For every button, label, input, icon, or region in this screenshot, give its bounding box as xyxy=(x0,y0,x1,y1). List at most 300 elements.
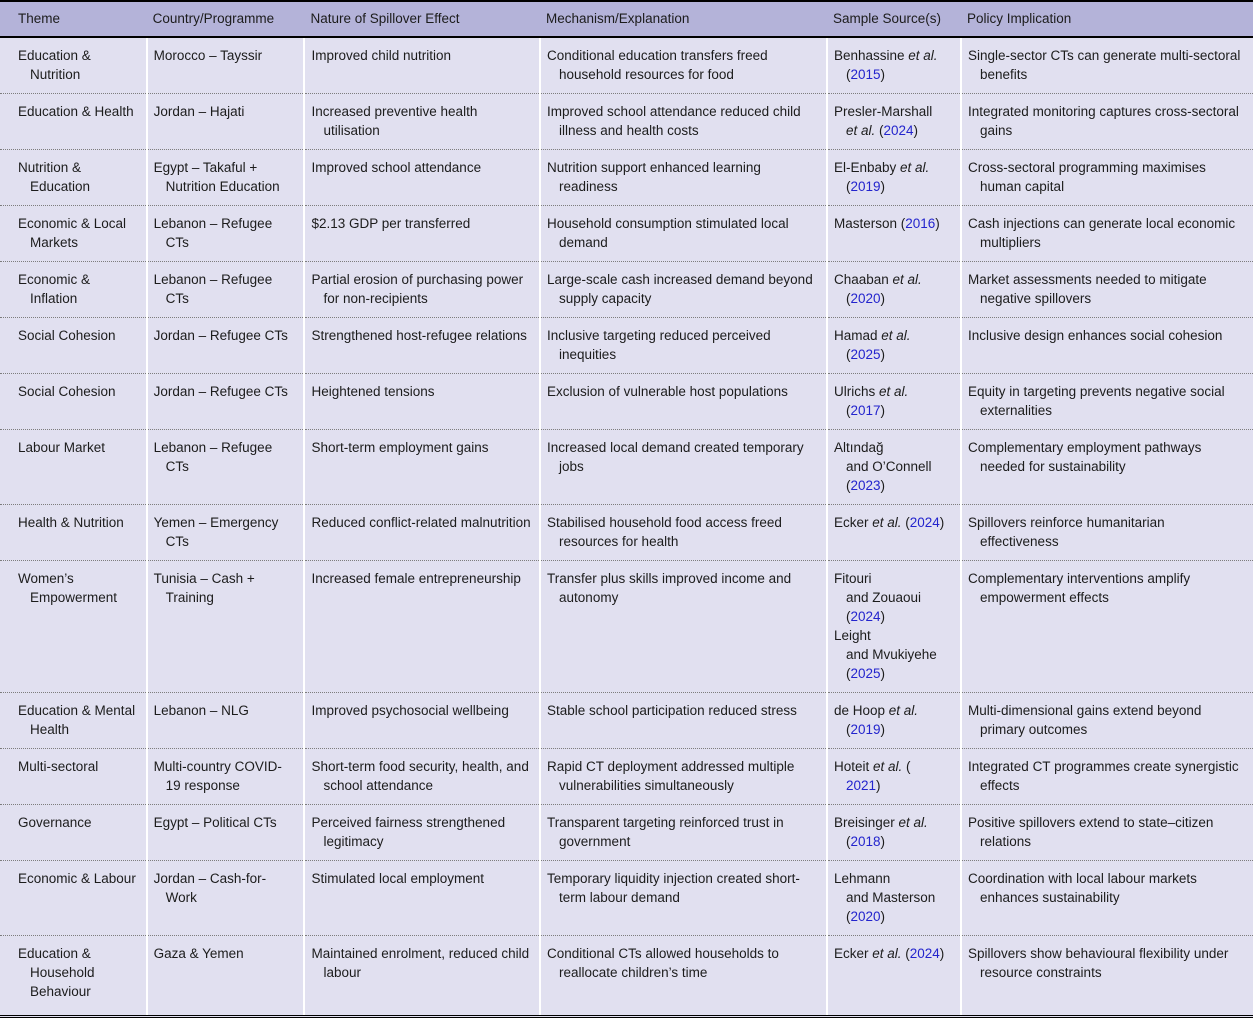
citation-text: Masterson ( xyxy=(833,216,906,231)
country-text: Jordan – Cash-for-Work xyxy=(153,871,267,905)
theme-text: Economic & Local Markets xyxy=(18,216,127,250)
citation-text: and Mvukiyehe xyxy=(845,647,937,662)
citation-text: ( xyxy=(845,609,851,624)
citation-line xyxy=(846,345,952,364)
citation-line xyxy=(846,664,952,683)
mechanism-text: Temporary liquidity injection created short-term labour demand xyxy=(547,871,800,905)
table-row xyxy=(0,318,1253,374)
cell-policy xyxy=(961,936,1253,1017)
theme-text: Nutrition & Education xyxy=(18,160,91,194)
et-al-italic: et al. xyxy=(872,946,902,961)
cell-sources xyxy=(827,206,961,262)
citation-text: ( xyxy=(845,909,851,924)
citation-text: Breisinger xyxy=(833,815,899,830)
citation-line xyxy=(834,438,952,457)
theme-text: Economic & Inflation xyxy=(18,272,91,306)
et-al-italic: et al. xyxy=(908,48,938,63)
citation-line xyxy=(834,569,952,588)
cell-country xyxy=(147,430,305,505)
citation-line xyxy=(846,607,952,626)
citation-line xyxy=(834,214,952,233)
citation-text: ) xyxy=(935,216,940,231)
citation xyxy=(834,813,952,851)
cell-nature xyxy=(304,150,540,206)
cell-mechanism xyxy=(540,374,827,430)
cell-nature xyxy=(304,318,540,374)
citation-line xyxy=(834,757,952,776)
citation-line xyxy=(846,888,952,907)
citation-line xyxy=(834,944,952,963)
citation-text: ) xyxy=(876,778,881,793)
citation-text: El-Enbaby xyxy=(833,160,900,175)
nature-text: Strengthened host-refugee relations xyxy=(311,328,527,343)
citation-text: ) xyxy=(880,609,885,624)
citation-text: and Zouaoui xyxy=(845,590,922,605)
country-text: Lebanon – Refugee CTs xyxy=(153,440,273,474)
nature-text: Partial erosion of purchasing power for non-recipients xyxy=(311,272,524,306)
cell-mechanism xyxy=(540,150,827,206)
cell-policy xyxy=(961,94,1253,150)
cell-policy xyxy=(961,262,1253,318)
et-al-italic: et al. xyxy=(872,515,902,530)
column-header-sources: Sample Source(s) xyxy=(827,1,961,37)
mechanism-text: Stabilised household food access freed resources for health xyxy=(547,515,782,549)
citation-year-link[interactable]: 2025 xyxy=(850,347,881,362)
mechanism-text: Nutrition support enhanced learning readiness xyxy=(547,160,761,194)
et-al-italic: et al. xyxy=(872,759,903,774)
nature-text: Improved psychosocial wellbeing xyxy=(311,703,509,718)
citation-line xyxy=(846,907,952,926)
cell-nature xyxy=(304,561,540,693)
nature-text: Increased preventive health utilisation xyxy=(311,104,478,138)
cell-nature xyxy=(304,936,540,1017)
theme-text: Economic & Labour xyxy=(18,871,136,886)
citation-text: ( xyxy=(845,666,851,681)
citation-text: ( xyxy=(875,123,884,138)
cell-nature xyxy=(304,37,540,94)
citation xyxy=(834,944,952,963)
mechanism-text: Conditional education transfers freed household resources for food xyxy=(547,48,768,82)
country-text: Morocco – Tayssir xyxy=(153,48,263,63)
cell-sources xyxy=(827,94,961,150)
citation-year-link[interactable]: 2018 xyxy=(850,834,881,849)
citation-year-link[interactable]: 2017 xyxy=(850,403,881,418)
policy-text: Spillovers reinforce humanitarian effectiveness xyxy=(968,515,1165,549)
cell-country xyxy=(147,374,305,430)
citation-text: de Hoop xyxy=(833,703,889,718)
mechanism-text: Household consumption stimulated local demand xyxy=(547,216,789,250)
cell-sources xyxy=(827,749,961,805)
cell-policy xyxy=(961,206,1253,262)
citation-text: Fitouri xyxy=(833,571,872,586)
cell-nature xyxy=(304,749,540,805)
cell-theme xyxy=(0,861,147,936)
mechanism-text: Improved school attendance reduced child illness and health costs xyxy=(547,104,801,138)
citation-text: Leight xyxy=(833,628,871,643)
table-row xyxy=(0,94,1253,150)
citation-text: ) xyxy=(880,403,885,418)
table-row xyxy=(0,861,1253,936)
cell-policy xyxy=(961,150,1253,206)
citation-line xyxy=(846,645,952,664)
nature-text: Short-term food security, health, and school attendance xyxy=(311,759,529,793)
citation-text: ) xyxy=(880,67,885,82)
nature-text: Perceived fairness strengthened legitimacy xyxy=(311,815,506,849)
cell-sources xyxy=(827,318,961,374)
citation-line xyxy=(834,326,952,345)
table-row xyxy=(0,936,1253,1017)
citation-line xyxy=(846,177,952,196)
theme-text: Social Cohesion xyxy=(18,384,116,399)
nature-text: Improved child nutrition xyxy=(311,48,452,63)
citation-text: ( xyxy=(901,946,910,961)
table-row xyxy=(0,749,1253,805)
country-text: Jordan – Refugee CTs xyxy=(153,384,288,399)
citation-text: Lehmann xyxy=(833,871,891,886)
cell-sources xyxy=(827,805,961,861)
table-row xyxy=(0,206,1253,262)
cell-nature xyxy=(304,805,540,861)
citation-text: ( xyxy=(845,67,851,82)
theme-text: Education & Mental Health xyxy=(18,703,136,737)
table-row xyxy=(0,505,1253,561)
cell-policy xyxy=(961,505,1253,561)
mechanism-text: Transfer plus skills improved income and autonomy xyxy=(547,571,792,605)
citation-text: ) xyxy=(880,722,885,737)
cell-sources xyxy=(827,561,961,693)
cell-mechanism xyxy=(540,693,827,749)
citation-line xyxy=(834,869,952,888)
mechanism-text: Transparent targeting reinforced trust in government xyxy=(547,815,784,849)
cell-nature xyxy=(304,262,540,318)
policy-text: Cross-sectoral programming maximises human capital xyxy=(968,160,1206,194)
citation-text: Ecker xyxy=(833,515,873,530)
citation-text: ( xyxy=(845,403,851,418)
cell-mechanism xyxy=(540,561,827,693)
policy-text: Coordination with local labour markets enhances sustainability xyxy=(968,871,1197,905)
cell-sources xyxy=(827,37,961,94)
citation-line xyxy=(846,401,952,420)
cell-theme xyxy=(0,749,147,805)
cell-theme xyxy=(0,150,147,206)
cell-policy xyxy=(961,374,1253,430)
cell-sources xyxy=(827,262,961,318)
nature-text: Increased female entrepreneurship xyxy=(311,571,521,586)
citation-line xyxy=(846,832,952,851)
theme-text: Women’s Empowerment xyxy=(18,571,118,605)
citation-text: ( xyxy=(845,291,851,306)
citation xyxy=(834,46,952,84)
cell-mechanism xyxy=(540,37,827,94)
mechanism-text: Rapid CT deployment addressed multiple vulnerabilities simultaneously xyxy=(547,759,795,793)
cell-country xyxy=(147,749,305,805)
cell-country xyxy=(147,861,305,936)
nature-text: $2.13 GDP per transferred xyxy=(311,216,471,231)
citation-line xyxy=(834,701,952,720)
theme-text: Education & Household Behaviour xyxy=(18,946,95,999)
citation-text: Ulrichs xyxy=(833,384,879,399)
et-al-italic: et al. xyxy=(845,123,876,138)
cell-sources xyxy=(827,374,961,430)
column-header-mechanism: Mechanism/Explanation xyxy=(540,1,827,37)
citation-year-link[interactable]: 2025 xyxy=(850,666,881,681)
citation-text: ) xyxy=(880,834,885,849)
cell-sources xyxy=(827,505,961,561)
cell-sources xyxy=(827,861,961,936)
citation xyxy=(834,382,952,420)
citation xyxy=(834,513,952,532)
table-row xyxy=(0,561,1253,693)
cell-theme xyxy=(0,37,147,94)
citation-year-link[interactable]: 2023 xyxy=(850,478,881,493)
citation-line xyxy=(846,776,952,795)
cell-country xyxy=(147,936,305,1017)
theme-text: Labour Market xyxy=(18,440,106,455)
cell-sources xyxy=(827,150,961,206)
citation-text: ) xyxy=(880,291,885,306)
citation-year-link[interactable]: 2015 xyxy=(850,67,881,82)
theme-text: Education & Health xyxy=(18,104,134,119)
table-body xyxy=(0,37,1253,1017)
citation-line xyxy=(846,65,952,84)
country-text: Jordan – Refugee CTs xyxy=(153,328,288,343)
nature-text: Heightened tensions xyxy=(311,384,435,399)
country-text: Egypt – Takaful + Nutrition Education xyxy=(153,160,280,194)
cell-mechanism xyxy=(540,430,827,505)
table-row xyxy=(0,374,1253,430)
citation-text: ( xyxy=(845,347,851,362)
table-row xyxy=(0,693,1253,749)
cell-mechanism xyxy=(540,936,827,1017)
cell-sources xyxy=(827,693,961,749)
citation-text: ( xyxy=(901,515,910,530)
table-row xyxy=(0,37,1253,94)
citation-line xyxy=(846,457,952,476)
cell-theme xyxy=(0,374,147,430)
citation-text: ) xyxy=(939,946,945,961)
country-text: Tunisia – Cash + Training xyxy=(153,571,255,605)
citation-text: ) xyxy=(880,347,885,362)
citation-text: ( xyxy=(845,179,851,194)
citation-line xyxy=(846,476,952,495)
cell-sources xyxy=(827,936,961,1017)
cell-theme xyxy=(0,936,147,1017)
cell-policy xyxy=(961,318,1253,374)
cell-nature xyxy=(304,505,540,561)
policy-text: Equity in targeting prevents negative social externalities xyxy=(968,384,1225,418)
cell-country xyxy=(147,150,305,206)
cell-theme xyxy=(0,505,147,561)
cell-mechanism xyxy=(540,206,827,262)
citation-text: and O’Connell xyxy=(845,459,932,474)
cell-mechanism xyxy=(540,262,827,318)
cell-theme xyxy=(0,206,147,262)
column-header-policy: Policy Implication xyxy=(961,1,1253,37)
citation-text: Altındağ xyxy=(833,440,884,455)
citation-year-link[interactable]: 2020 xyxy=(850,291,881,306)
citation-year-link[interactable]: 2019 xyxy=(850,179,881,194)
column-header-nature: Nature of Spillover Effect xyxy=(304,1,540,37)
citation xyxy=(834,102,952,140)
citation-line xyxy=(846,588,952,607)
citation-line xyxy=(846,121,952,140)
cell-country xyxy=(147,805,305,861)
citation-line xyxy=(846,289,952,308)
cell-nature xyxy=(304,430,540,505)
mechanism-text: Large-scale cash increased demand beyond supply capacity xyxy=(547,272,813,306)
citation-text: ( xyxy=(845,478,851,493)
country-text: Lebanon – Refugee CTs xyxy=(153,272,273,306)
mechanism-text: Conditional CTs allowed households to reallocate children’s time xyxy=(547,946,779,980)
citation xyxy=(834,438,952,495)
citation-year-link[interactable]: 2024 xyxy=(909,515,940,530)
citation-line xyxy=(834,382,952,401)
et-al-italic: et al. xyxy=(900,160,930,175)
mechanism-text: Stable school participation reduced stress xyxy=(547,703,797,718)
cell-country xyxy=(147,262,305,318)
et-al-italic: et al. xyxy=(898,815,928,830)
nature-text: Short-term employment gains xyxy=(311,440,489,455)
citation-line xyxy=(834,158,952,177)
et-al-italic: et al. xyxy=(878,384,909,399)
policy-text: Market assessments needed to mitigate negative spillovers xyxy=(968,272,1207,306)
citation-line xyxy=(846,720,952,739)
cell-policy xyxy=(961,561,1253,693)
citation-text: ) xyxy=(939,515,945,530)
cell-country xyxy=(147,693,305,749)
column-header-country: Country/Programme xyxy=(147,1,305,37)
citation xyxy=(834,757,952,795)
theme-text: Multi-sectoral xyxy=(18,759,99,774)
citation-year-link[interactable]: 2016 xyxy=(905,216,936,231)
citation-line xyxy=(834,102,952,121)
citation-text: ( xyxy=(902,759,911,774)
citation-text: Presler-Marshall xyxy=(833,104,933,119)
citation xyxy=(834,158,952,196)
policy-text: Complementary interventions amplify empowerment effects xyxy=(968,571,1191,605)
citation-year-link[interactable]: 2021 xyxy=(845,778,876,793)
citation-line xyxy=(834,46,952,65)
citation-year-link[interactable]: 2024 xyxy=(909,946,940,961)
cell-policy xyxy=(961,430,1253,505)
mechanism-text: Inclusive targeting reduced perceived inequities xyxy=(547,328,771,362)
cell-nature xyxy=(304,94,540,150)
citation-year-link[interactable]: 2020 xyxy=(850,909,881,924)
theme-text: Health & Nutrition xyxy=(18,515,124,530)
citation-year-link[interactable]: 2024 xyxy=(883,123,914,138)
table-header-row xyxy=(0,1,1253,37)
cell-mechanism xyxy=(540,318,827,374)
citation xyxy=(834,270,952,308)
policy-text: Inclusive design enhances social cohesion xyxy=(968,328,1223,343)
cell-theme xyxy=(0,430,147,505)
cell-policy xyxy=(961,693,1253,749)
citation-text: Ecker xyxy=(833,946,873,961)
cell-mechanism xyxy=(540,749,827,805)
nature-text: Stimulated local employment xyxy=(311,871,485,886)
citation-text: Hoteit xyxy=(833,759,873,774)
table-row xyxy=(0,430,1253,505)
citation-line xyxy=(834,626,952,645)
policy-text: Single-sector CTs can generate multi-sectoral benefits xyxy=(968,48,1241,82)
citation-line xyxy=(834,270,952,289)
cell-mechanism xyxy=(540,505,827,561)
policy-text: Integrated monitoring captures cross-sectoral gains xyxy=(968,104,1239,138)
citation-text: ) xyxy=(880,478,885,493)
citation-text: Hamad xyxy=(833,328,882,343)
citation-text: ) xyxy=(880,666,885,681)
column-header-theme: Theme xyxy=(0,1,147,37)
et-al-italic: et al. xyxy=(888,703,919,718)
country-text: Egypt – Political CTs xyxy=(153,815,277,830)
country-text: Gaza & Yemen xyxy=(153,946,244,961)
cell-theme xyxy=(0,94,147,150)
policy-text: Spillovers show behavioural flexibility under resource constraints xyxy=(968,946,1229,980)
mechanism-text: Increased local demand created temporary jobs xyxy=(547,440,804,474)
cell-theme xyxy=(0,805,147,861)
country-text: Yemen – Emergency CTs xyxy=(153,515,279,549)
citation-text: ) xyxy=(913,123,919,138)
citation-line xyxy=(834,813,952,832)
cell-nature xyxy=(304,206,540,262)
citation-text: ) xyxy=(880,179,885,194)
table-row xyxy=(0,150,1253,206)
policy-text: Cash injections can generate local economic multipliers xyxy=(968,216,1236,250)
citation-text: ) xyxy=(880,909,885,924)
cell-policy xyxy=(961,805,1253,861)
cell-country xyxy=(147,318,305,374)
policy-text: Complementary employment pathways needed for sustainability xyxy=(968,440,1202,474)
citation-text: and Masterson xyxy=(845,890,936,905)
country-text: Multi-country COVID-19 response xyxy=(153,759,282,793)
cell-theme xyxy=(0,318,147,374)
cell-country xyxy=(147,561,305,693)
cell-country xyxy=(147,505,305,561)
cell-country xyxy=(147,94,305,150)
cell-country xyxy=(147,37,305,94)
cell-mechanism xyxy=(540,861,827,936)
cell-theme xyxy=(0,693,147,749)
et-al-italic: et al. xyxy=(892,272,922,287)
country-text: Lebanon – Refugee CTs xyxy=(153,216,273,250)
cell-sources xyxy=(827,430,961,505)
table-row xyxy=(0,262,1253,318)
citation-text: Benhassine xyxy=(833,48,909,63)
nature-text: Maintained enrolment, reduced child labour xyxy=(311,946,530,980)
policy-text: Integrated CT programmes create synergistic effects xyxy=(968,759,1239,793)
theme-text: Governance xyxy=(18,815,92,830)
cell-policy xyxy=(961,749,1253,805)
cell-country xyxy=(147,206,305,262)
citation-year-link[interactable]: 2019 xyxy=(850,722,881,737)
citation-line xyxy=(834,513,952,532)
cell-nature xyxy=(304,693,540,749)
policy-text: Multi-dimensional gains extend beyond primary outcomes xyxy=(968,703,1202,737)
citation xyxy=(834,701,952,739)
theme-text: Social Cohesion xyxy=(18,328,116,343)
citation-text: Chaaban xyxy=(833,272,893,287)
citation-year-link[interactable]: 2024 xyxy=(850,609,881,624)
citation-text: ( xyxy=(845,722,851,737)
citation xyxy=(834,326,952,364)
cell-mechanism xyxy=(540,94,827,150)
country-text: Lebanon – NLG xyxy=(153,703,249,718)
mechanism-text: Exclusion of vulnerable host populations xyxy=(547,384,788,399)
et-al-italic: et al. xyxy=(881,328,911,343)
policy-text: Positive spillovers extend to state–citizen relations xyxy=(968,815,1214,849)
cell-nature xyxy=(304,374,540,430)
nature-text: Improved school attendance xyxy=(311,160,482,175)
